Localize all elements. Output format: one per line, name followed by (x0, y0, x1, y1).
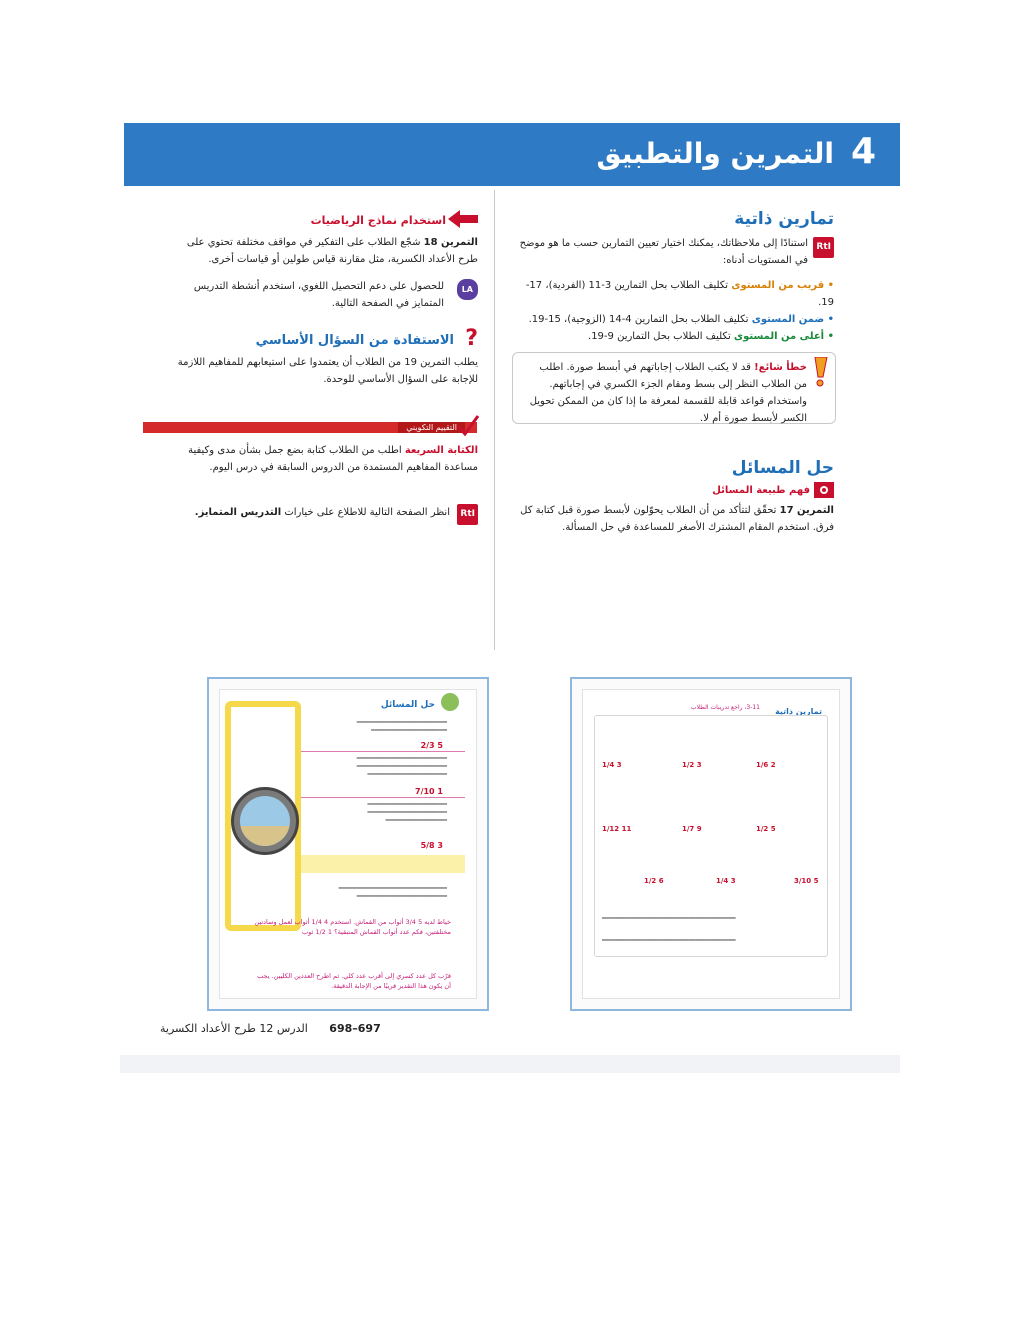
common-error-box (512, 352, 836, 424)
warning-icon (811, 357, 829, 391)
rti-note (166, 504, 478, 521)
essential-text: يطلب التمرين 19 من الطلاب أن يعتمدوا على استيعابهم للمفاهيم اللازمة للإجابة على السؤال الأساسي للوحدة. (177, 357, 478, 385)
thumb-pink-2: قرّب كل عدد كسري إلى أقرب عدد كلي. ثم اطرح العددين الكليين. يجب أن يكون هذا التقدير قريبًا من الإجابة الدقيقة. (257, 972, 451, 990)
thumb-answer-0: 3 1/4 (602, 761, 622, 769)
page-footer (160, 1022, 381, 1035)
thumb-pink-1: خياط لديه 5 3/4 أثواب من القماش. استخدم 4 1/4 أثواب لعمل وسادتين مختلفتين، فكم عدد أثواب القماش المتبقية؟ 1 1/2 ثوب (254, 918, 451, 936)
thumb-answer-5: 5 1/2 (756, 825, 776, 833)
math-models-section (166, 212, 478, 312)
chapter-header-band (124, 123, 900, 186)
problem-solving-text: تحقّق لتتأكد من أن الطلاب يحوّلون لأبسط صورة قبل كتابة كل فرق. استخدم المقام المشترك الأصغر للمساعدة في حل المسألة. (520, 505, 834, 533)
thumb-answer-6: 6 1/2 (644, 877, 664, 885)
level-approaching: • قريب من المستوى تكليف الطلاب بحل التمارين 3-11 (الفردية)، 17-19. (525, 280, 834, 308)
exercise-17-label: التمرين 17 (779, 505, 834, 516)
formative-label: التقييم التكويني (398, 422, 465, 433)
common-error-text: قد لا يكتب الطلاب إجاباتهم في أبسط صورة. اطلب من الطلاب النظر إلى بسط ومقام الجزء الكسري في إجاباتهم. واستخدام قواعد قابلة للقسمة لمعرفة ما إذا كان من الممكن تحويل الكسر لأبسط صورة أم لا. (529, 362, 807, 424)
models-text: شجّع الطلاب على التفكير في مواقف مختلفة تحتوي على طرح الأعداد الكسرية، مثل مقارنة قياس طولين أو قياسات أخرى. (186, 237, 478, 265)
section-number: 4 (850, 131, 876, 172)
target-icon (814, 482, 834, 504)
models-arrow-icon (448, 210, 478, 234)
lesson-title: الدرس 12 طرح الأعداد الكسرية (160, 1022, 308, 1035)
question-mark-icon: ? (465, 326, 478, 351)
thumb-answer-b: 1 7/10 (415, 787, 443, 796)
level-beyond: • أعلى من المستوى تكليف الطلاب بحل التمارين 9-19. (588, 331, 834, 342)
models-title: استخدام نماذج الرياضيات (310, 214, 446, 227)
thumb-answer-1: 3 1/2 (682, 761, 702, 769)
column-divider (494, 190, 495, 650)
self-practice-title: تمارين ذاتية (734, 209, 834, 229)
thumb-answer-4: 9 1/7 (682, 825, 702, 833)
rti-icon: RtI (813, 237, 834, 258)
level-on: • ضمن المستوى تكليف الطلاب بحل التمارين 4-14 (الزوجية)، 15-19. (528, 314, 834, 325)
la-badge: LA (457, 279, 478, 300)
highlight-strip (301, 855, 465, 873)
thumb-answer-c: 3 5/8 (420, 841, 443, 850)
thumb-right-heading: تمارين ذاتية (775, 707, 822, 716)
formative-assessment-bar (143, 422, 477, 433)
thumb-right-subheading: 3-11، راجع تدريبات الطلاب (690, 704, 760, 711)
bottom-band (120, 1055, 900, 1073)
problem-solving-section (512, 456, 834, 536)
problem-solving-subtitle: فهم طبيعة المسائل (712, 485, 810, 496)
quick-write-text: اطلب من الطلاب كتابة بضع جمل بشأن مدى وكيفية مساعدة المفاهيم المستمدة من الدروس السابقة في درس اليوم. (188, 445, 478, 473)
quick-write-title: الكتابة السريعة (404, 445, 478, 456)
problem-solving-title: حل المسائل (731, 458, 834, 478)
page-range: 697–698 (329, 1022, 381, 1035)
thumb-left-heading: حل المسائل (380, 700, 435, 710)
problem-solving-icon (441, 693, 459, 711)
thumb-answer-a: 5 2/3 (420, 741, 443, 750)
student-page-thumbnail-right: تمارين ذاتية 3-11، راجع تدريبات الطلاب 3 1/4 3 1/2 2 1/6 11 1/12 9 1/7 5 1/2 6 1/2 3 1/4 5 3/10 ━━━━━━━━━━━━━━━━━━━━━━━━━━━━━━━━━━━━━ ━━━━━━━━━━━━━━━━━━━━━━━━━━━━━━━━━━━━━ (570, 677, 852, 1011)
common-error-label: خطأ شائع! (754, 362, 807, 373)
thumb-answer-2: 2 1/6 (756, 761, 776, 769)
porthole-image (231, 787, 299, 855)
thumb-answer-8: 5 3/10 (794, 877, 819, 885)
student-page-thumbnail-left: حل المسائل ━━━━━━━━━━━━━━━━━━━━━━━━━ ━━━━━━━━━━━━━━━━━━━━━ 5 2/3 ━━━━━━━━━━━━━━━━━━━━━━━━━ ━━━━━━━━━━━━━━━━━━━━━━━━━ ━━━━━━━━━━━━━━━━━━━━━━ 1 7/10 ━━━━━━━━━━━━━━━━━━━━━━ ━━━━━━━━━━━━━━━━━━━━━━ ━━━━━━━━━━━━━━━━━ 3 5/8 ━━━━━━━━━━━━━━━━━━━━━━━━━━━━━━ ━━━━━━━━━━━━━━━━━━━━━━━━━ خياط لديه 5 3/4 أثواب من القماش. استخدم 4 1/4 أثواب لعمل وسادتين مختلفتين، فكم عدد أثواب القماش المتبقية؟ 1 1/2 ثوب قرّب كل عدد كسري إلى أقرب عدد كلي. ثم اطرح العددين الكليين. يجب أن يكون هذا التقدير قريبًا من الإجابة الدقيقة. (207, 677, 489, 1011)
thumb-answer-3: 11 1/12 (602, 825, 632, 833)
rti-note-badge: RtI (457, 504, 478, 525)
self-practice-intro: استنادًا إلى ملاحظاتك، يمكنك اختيار تعيين التمارين حسب ما هو موضح في المستويات أدناه: (519, 238, 808, 266)
rti-note-bold: التدريس المتمايز. (194, 507, 282, 518)
rti-note-text: انظر الصفحة التالية للاطلاع على خيارات (284, 507, 450, 518)
checkmark-icon (456, 414, 480, 442)
quick-write-section (166, 442, 478, 476)
thumb-answer-7: 3 1/4 (716, 877, 736, 885)
self-practice-section (512, 206, 834, 345)
essential-title: الاستفادة من السؤال الأساسي (255, 333, 454, 348)
essential-question-section (166, 326, 478, 388)
section-title: التمرين والتطبيق (596, 137, 834, 170)
exercise-18-label: التمرين 18 (423, 237, 478, 248)
la-text: للحصول على دعم التحصيل اللغوي، استخدم أنشطة التدريس المتمايز في الصفحة التالية. (193, 281, 444, 309)
